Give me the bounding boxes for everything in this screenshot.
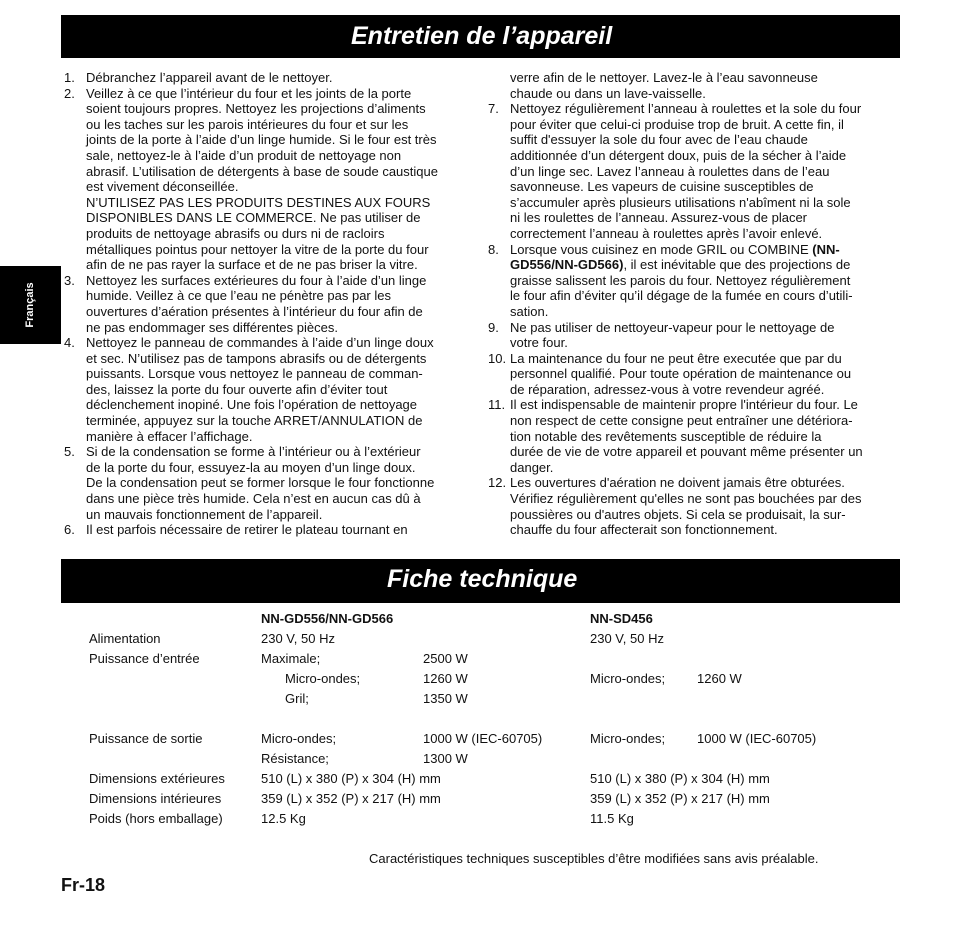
cell-label: Micro-ondes; bbox=[590, 731, 666, 746]
spec-disclaimer: Caractéristiques techniques susceptibles d’être modifiées sans avis préalable. bbox=[369, 851, 819, 866]
list-item-text: Débranchez l’appareil avant de le nettoyer. bbox=[86, 70, 333, 85]
cell-value: 359 (L) x 352 (P) x 217 (H) mm bbox=[590, 791, 770, 806]
cell-value: 2500 W bbox=[423, 651, 468, 666]
maintenance-right-column bbox=[488, 70, 900, 538]
list-item bbox=[488, 475, 900, 537]
item6-continuation-line: verre afin de le nettoyer. Lavez-le à l’eau savonneuse bbox=[510, 70, 818, 85]
cell-value: 510 (L) x 380 (P) x 304 (H) mm bbox=[590, 771, 770, 786]
language-tab bbox=[0, 266, 61, 344]
list-item-text: Veillez à ce que l’intérieur du four et les joints de la porte soient toujours propres. Nettoyez les projections d’aliments ou les taches sur les parois intérieures du four et sur les joints de la porte à l’aide d’un linge humide. Si le four est très sale, nettoyez-le à l’aide d’un produit de nettoyage non abrasif. L’utilisation de détergents à base de soude caustique est vivement déconseillée. N’UTILISEZ PAS LES PRODUITS DESTINES AUX FOURS DISPONIBLES DANS LE COMMERCE. Ne pas utiliser de produits de nettoyage abrasifs ou durs ni de racloirs métalliques pointus pour nettoyer la vitre de la porte du four afin de ne pas rayer la surface et de ne pas briser la vitre. bbox=[86, 85, 438, 273]
cell-label: Micro-ondes; bbox=[261, 731, 337, 746]
list-item-number: 11. bbox=[488, 397, 506, 413]
row-label: Puissance de sortie bbox=[89, 731, 203, 746]
cell-label: Résistance; bbox=[261, 751, 329, 766]
cell-label: Micro-ondes; bbox=[590, 671, 666, 686]
cell-value: 359 (L) x 352 (P) x 217 (H) mm bbox=[261, 791, 441, 806]
cell-value: 230 V, 50 Hz bbox=[590, 631, 664, 646]
list-item-8 bbox=[488, 242, 900, 320]
list-item-number: 6. bbox=[64, 522, 75, 538]
section-title-entretien: Entretien de l’appareil bbox=[351, 22, 613, 50]
cell-value: 1000 W (IEC-60705) bbox=[423, 731, 543, 746]
cell-value: 510 (L) x 380 (P) x 304 (H) mm bbox=[261, 771, 441, 786]
section-title-fiche: Fiche technique bbox=[387, 565, 578, 593]
list-item-text: Les ouvertures d'aération ne doivent jamais être obturées. Vérifiez régulièrement qu'elles ne sont pas bouchées par des poussières ou d'autres objets. Si cela se produisait, la sur- chauffe du four affecterait son fonctionnement. bbox=[510, 475, 862, 538]
list-item-number: 2. bbox=[64, 85, 75, 101]
cell-value: 1260 W bbox=[423, 671, 468, 686]
list-item-text: Nettoyez les surfaces extérieures du four à l’aide d’un linge humide. Veillez à ce que l’eau ne pénètre pas par les ouvertures d’aération présentes à l’intérieur du four afin de ne pas endommager ses différentes pièces. bbox=[86, 272, 427, 335]
list-item-text: Nettoyez régulièrement l’anneau à roulettes et la sole du four pour éviter que celui-ci produise trop de bruit. A cette fin, il suffit d'essuyer la sole du four avec de l’eau chaude additionnée d’un détergent doux, puis de la sécher à l’aide d’un linge sec. Lavez l’anneau à roulettes dans de l’eau savonneuse. Les vapeurs de cuisine susceptibles de s’accumuler après plusieurs utilisations n'abîment ni la sole ni les roulettes de l’anneau. Assurez-vous de placer correctement l’anneau à roulettes après l’avoir enlevé. bbox=[510, 101, 862, 241]
list-item-number: 8. bbox=[488, 241, 499, 257]
list-item-number: 10. bbox=[488, 350, 507, 366]
list-item-text: La maintenance du four ne peut être executée que par du personnel qualifié. Pour toute opération de maintenance ou de réparation, adressez-vous à votre revendeur agréé. bbox=[510, 350, 852, 397]
language-tab-label: Français bbox=[24, 282, 36, 328]
row-label: Dimensions extérieures bbox=[89, 771, 225, 786]
cell-value: 1000 W (IEC-60705) bbox=[697, 731, 817, 746]
cell-value: 230 V, 50 Hz bbox=[261, 631, 335, 646]
list-item bbox=[64, 335, 474, 444]
list-item bbox=[64, 70, 474, 86]
cell-label: Maximale; bbox=[261, 651, 321, 666]
cell-label: Micro-ondes; bbox=[285, 671, 361, 686]
row-label: Puissance d’entrée bbox=[89, 651, 200, 666]
section-header-entretien bbox=[61, 15, 900, 58]
list-item-number: 12. bbox=[488, 475, 507, 491]
list-item bbox=[64, 444, 474, 522]
cell-value: 1350 W bbox=[423, 691, 468, 706]
page-number: Fr-18 bbox=[61, 875, 106, 895]
list-item-number: 3. bbox=[64, 272, 75, 288]
list-item bbox=[64, 522, 474, 538]
cell-value: 12.5 Kg bbox=[261, 811, 306, 826]
model-b-header: NN-SD456 bbox=[590, 611, 653, 626]
item6-continuation-line: chaude ou dans un lave-vaisselle. bbox=[510, 85, 706, 101]
list-item-text: Si de la condensation se forme à l’intérieur ou à l’extérieur de la porte du four, essuyez-la au moyen d’un linge doux. De la condensation peut se former lorsque le four fonctionne dans une pièce très humide. Cela n’est en aucun cas dû à un mauvais fonctionnement de l’appareil. bbox=[86, 444, 435, 522]
list-item-text: Lorsque vous cuisinez en mode GRIL ou COMBINE (NN- GD556/NN-GD566), il est inévitable que des projections de graisse salissent les parois du four. Nettoyez régulièrement le four afin d’éviter qu’il dégage de la fumée en cours d’utili- sation. bbox=[510, 241, 853, 319]
cell-label: Gril; bbox=[285, 691, 309, 706]
list-item-text: Ne pas utiliser de nettoyeur-vapeur pour le nettoyage de votre four. bbox=[510, 319, 835, 351]
list-item bbox=[488, 397, 900, 475]
cell-value: 11.5 Kg bbox=[590, 811, 634, 826]
list-item-number: 9. bbox=[488, 319, 499, 335]
row-label: Alimentation bbox=[89, 631, 161, 646]
list-item bbox=[64, 86, 474, 273]
list-item bbox=[488, 320, 900, 351]
list-item-text: Nettoyez le panneau de commandes à l’aide d’un linge doux et sec. N’utilisez pas de tampons abrasifs ou de détergents puissants. Lorsque vous nettoyez le panneau de comman- des, laissez la porte du four ouverte afin d’éviter tout déclenchement inopiné. Une fois l’opération de nettoyage terminée, appuyez sur la touche ARRET/ANNULATION de manière à effacer l’affichage. bbox=[86, 335, 434, 444]
list-item-text: Il est parfois nécessaire de retirer le plateau tournant en bbox=[86, 522, 408, 538]
list-item bbox=[64, 273, 474, 335]
row-label: Poids (hors emballage) bbox=[89, 811, 223, 826]
cell-value: 1300 W bbox=[423, 751, 468, 766]
model-a-header: NN-GD556/NN-GD566 bbox=[261, 611, 394, 626]
list-item-number: 5. bbox=[64, 444, 75, 460]
list-item-number: 4. bbox=[64, 335, 75, 351]
list-item bbox=[488, 101, 900, 241]
row-label: Dimensions intérieures bbox=[89, 791, 222, 806]
list-item bbox=[488, 351, 900, 398]
cell-value: 1260 W bbox=[697, 671, 742, 686]
maintenance-left-column bbox=[64, 70, 474, 538]
section-header-fiche bbox=[61, 559, 900, 603]
list-item-text: Il est indispensable de maintenir propre l'intérieur du four. Le non respect de cette consigne peut entraîner une détériora- tion notable des revêtements susceptible de réduire la durée de vie de votre appareil et pouvant même présenter un danger. bbox=[510, 397, 863, 475]
list-item-number: 1. bbox=[64, 70, 75, 85]
list-item-number: 7. bbox=[488, 101, 499, 117]
